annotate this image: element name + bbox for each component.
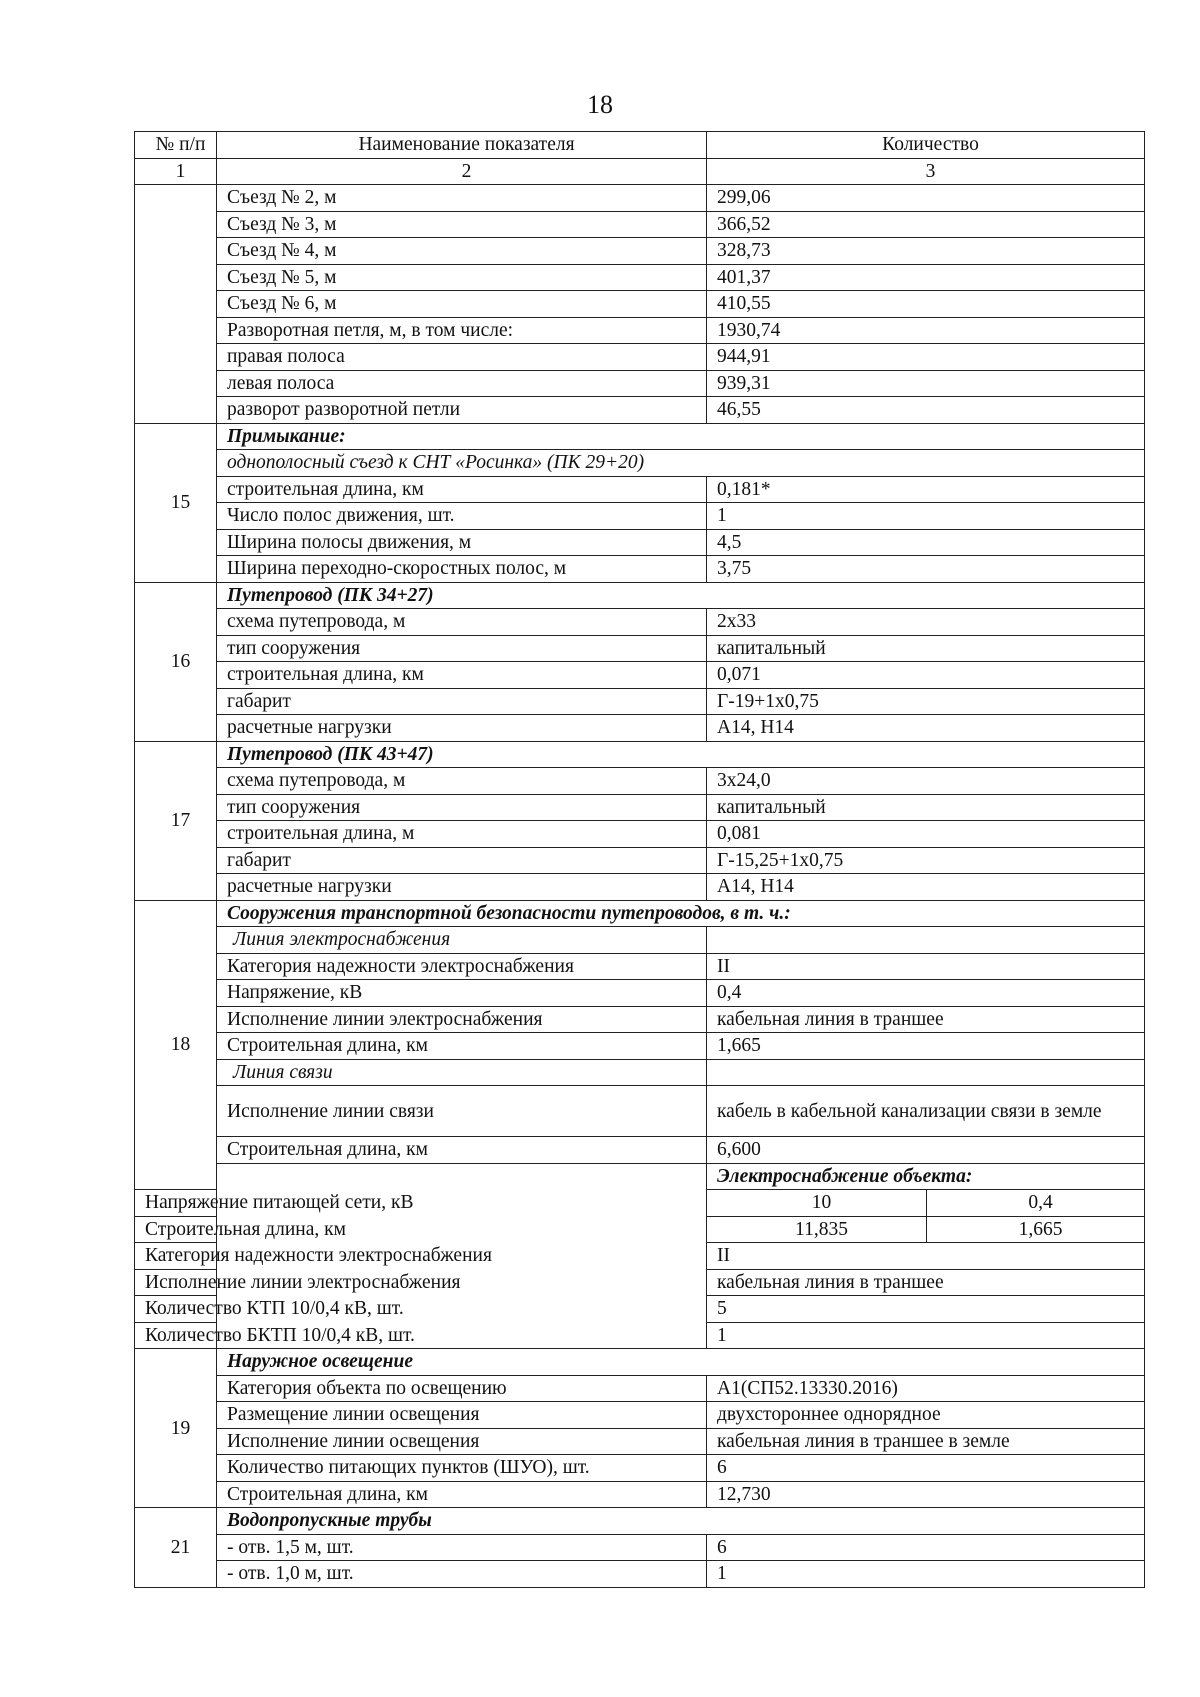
indicator-value: 5 [707, 1296, 1145, 1323]
indicator-name: - отв. 1,5 м, шт. [217, 1534, 707, 1561]
row-number-cell [135, 185, 217, 424]
table-row [135, 529, 1145, 556]
table-row [135, 874, 1145, 901]
section-title: Примыкание: [217, 423, 1145, 450]
section-title: Путепровод (ПК 43+47) [217, 741, 1145, 768]
indicator-name: Ширина полосы движения, м [217, 529, 707, 556]
indicator-value: кабель в кабельной канализации связи в земле [707, 1086, 1145, 1137]
table-row [135, 1508, 1145, 1535]
table-row [135, 741, 1145, 768]
indicator-value: капитальный [707, 794, 1145, 821]
section-title: Сооружения транспортной безопасности путепроводов, в т. ч.: [217, 900, 1145, 927]
table-row [135, 397, 1145, 424]
table-row [135, 980, 1145, 1007]
indicator-value: 1 [707, 1322, 1145, 1349]
table-row [135, 953, 1145, 980]
indicator-name: тип сооружения [217, 794, 707, 821]
indicator-value: кабельная линия в траншее [707, 1006, 1145, 1033]
indicator-value: 1,665 [707, 1033, 1145, 1060]
indicator-value: А1(СП52.13330.2016) [707, 1375, 1145, 1402]
row-number-cell: 15 [135, 423, 217, 582]
indicator-value: 0,071 [707, 662, 1145, 689]
table-row [135, 768, 1145, 795]
indicator-name: схема путепровода, м [217, 609, 707, 636]
indicator-name: Съезд № 2, м [217, 185, 707, 212]
indicator-name: - отв. 1,0 м, шт. [217, 1561, 707, 1588]
indicator-name: Исполнение линии электроснабжения [217, 1006, 707, 1033]
indicator-name: габарит [217, 847, 707, 874]
indicator-name: Напряжение питающей сети, кВ [135, 1190, 217, 1217]
indicator-value: 2х33 [707, 609, 1145, 636]
indicator-value: 6,600 [707, 1137, 1145, 1164]
row-number-cell: 19 [135, 1349, 217, 1508]
indicator-name: строительная длина, м [217, 821, 707, 848]
table-row [135, 688, 1145, 715]
table-row [135, 370, 1145, 397]
section-title: Электроснабжение объекта: [707, 1163, 1145, 1190]
indicator-value: 1 [707, 1561, 1145, 1588]
indicator-name: Размещение линии освещения [217, 1402, 707, 1429]
table-row [135, 238, 1145, 265]
indicator-value: 46,55 [707, 397, 1145, 424]
indicator-name: тип сооружения [217, 635, 707, 662]
indicator-name: расчетные нагрузки [217, 715, 707, 742]
indicators-table [134, 131, 1145, 1588]
indicator-value: 401,37 [707, 264, 1145, 291]
section-subtitle: однополосный съезд к СНТ «Росинка» (ПК 29+20) [217, 450, 1145, 477]
indicator-value: Г-15,25+1х0,75 [707, 847, 1145, 874]
indicator-value: 410,55 [707, 291, 1145, 318]
table-row [135, 1534, 1145, 1561]
indicator-name: Строительная длина, км [217, 1137, 707, 1164]
indicator-value: 6 [707, 1534, 1145, 1561]
indicator-value: 0,4 [707, 980, 1145, 1007]
table-row [135, 847, 1145, 874]
table-row [135, 609, 1145, 636]
indicator-value: А14, Н14 [707, 715, 1145, 742]
indicator-value: 12,730 [707, 1481, 1145, 1508]
indicator-value: капитальный [707, 635, 1145, 662]
table-row [135, 1402, 1145, 1429]
indicator-name: Исполнение линии связи [217, 1086, 707, 1137]
indicator-name: Количество БКТП 10/0,4 кВ, шт. [135, 1322, 217, 1349]
indicator-name: Категория надежности электроснабжения [135, 1243, 217, 1270]
indicator-value: двухстороннее однорядное [707, 1402, 1145, 1429]
empty-value [707, 1059, 1145, 1086]
section-title: Наружное освещение [217, 1349, 1145, 1376]
indicator-value-b: 1,665 [927, 1216, 1145, 1243]
table-row [135, 344, 1145, 371]
indicator-value: 1 [707, 503, 1145, 530]
row-number-cell: 16 [135, 582, 217, 741]
indicator-value: 299,06 [707, 185, 1145, 212]
indicator-name: левая полоса [217, 370, 707, 397]
indicator-name: Съезд № 4, м [217, 238, 707, 265]
table-row [135, 185, 1145, 212]
indicator-name: Количество питающих пунктов (ШУО), шт. [217, 1455, 707, 1482]
table-row [135, 582, 1145, 609]
table-row [135, 503, 1145, 530]
indicator-value-b: 0,4 [927, 1190, 1145, 1217]
indicator-value: 0,081 [707, 821, 1145, 848]
indicator-name: разворот разворотной петли [217, 397, 707, 424]
indicator-name: Исполнение линии освещения [217, 1428, 707, 1455]
row-number-cell: 17 [135, 741, 217, 900]
indicator-name: Строительная длина, км [217, 1481, 707, 1508]
section-title: Водопропускные трубы [217, 1508, 1145, 1535]
indicator-value: кабельная линия в траншее в земле [707, 1428, 1145, 1455]
table-row [135, 821, 1145, 848]
indicator-value: 366,52 [707, 211, 1145, 238]
indicator-value: кабельная линия в траншее [707, 1269, 1145, 1296]
indicator-name: Категория надежности электроснабжения [217, 953, 707, 980]
indicator-name: Съезд № 6, м [217, 291, 707, 318]
subsection-title: Линия связи [217, 1059, 707, 1086]
header-num-3: 3 [707, 158, 1145, 185]
indicator-name: Строительная длина, км [135, 1216, 217, 1243]
table-row [135, 476, 1145, 503]
table-row [135, 1086, 1145, 1137]
table-row [135, 1481, 1145, 1508]
indicator-value: 1930,74 [707, 317, 1145, 344]
indicator-name: Категория объекта по освещению [217, 1375, 707, 1402]
table-row [135, 1163, 1145, 1190]
indicator-value: Г-19+1х0,75 [707, 688, 1145, 715]
indicator-name: Строительная длина, км [217, 1033, 707, 1060]
header-col-name: Наименование показателя [217, 132, 707, 159]
row-number-cell: 21 [135, 1508, 217, 1588]
indicator-value: II [707, 953, 1145, 980]
table-row [135, 662, 1145, 689]
table-row [135, 317, 1145, 344]
indicator-value-a: 10 [707, 1190, 927, 1217]
indicator-value: 6 [707, 1455, 1145, 1482]
indicator-value: 3х24,0 [707, 768, 1145, 795]
indicator-name: правая полоса [217, 344, 707, 371]
indicator-name: расчетные нагрузки [217, 874, 707, 901]
indicator-value-a: 11,835 [707, 1216, 927, 1243]
header-col-quantity: Количество [707, 132, 1145, 159]
indicator-name: Число полос движения, шт. [217, 503, 707, 530]
table-row [135, 1428, 1145, 1455]
indicator-name: Съезд № 5, м [217, 264, 707, 291]
header-col-number: № п/п [135, 132, 217, 159]
indicator-name: Количество КТП 10/0,4 кВ, шт. [135, 1296, 217, 1323]
page-number: 18 [587, 90, 613, 119]
table-row [135, 1059, 1145, 1086]
indicator-value: 3,75 [707, 556, 1145, 583]
indicator-name: строительная длина, км [217, 476, 707, 503]
table-row [135, 1137, 1145, 1164]
indicator-name: Исполнение линии электроснабжения [135, 1269, 217, 1296]
table-row [135, 450, 1145, 477]
header-num-2: 2 [217, 158, 707, 185]
table-row [135, 264, 1145, 291]
table-row [135, 900, 1145, 927]
header-number-row [135, 158, 1145, 185]
indicator-name: Ширина переходно-скоростных полос, м [217, 556, 707, 583]
indicator-name: Съезд № 3, м [217, 211, 707, 238]
indicator-value: 0,181* [707, 476, 1145, 503]
table-row [135, 556, 1145, 583]
indicator-value: 944,91 [707, 344, 1145, 371]
table-row [135, 1349, 1145, 1376]
table-row [135, 1455, 1145, 1482]
indicator-value: А14, Н14 [707, 874, 1145, 901]
indicator-name: схема путепровода, м [217, 768, 707, 795]
indicator-name: Разворотная петля, м, в том числе: [217, 317, 707, 344]
indicator-name: строительная длина, км [217, 662, 707, 689]
section-title: Путепровод (ПК 34+27) [217, 582, 1145, 609]
table-row [135, 794, 1145, 821]
table-row [135, 1033, 1145, 1060]
indicator-value: 4,5 [707, 529, 1145, 556]
row-number-cell: 18 [135, 900, 217, 1190]
table-row [135, 1375, 1145, 1402]
table-row [135, 635, 1145, 662]
subsection-title: Линия электроснабжения [217, 927, 707, 954]
table-row [135, 1006, 1145, 1033]
indicator-value: 328,73 [707, 238, 1145, 265]
table-row [135, 927, 1145, 954]
empty-value [707, 927, 1145, 954]
table-row [135, 715, 1145, 742]
indicator-value: II [707, 1243, 1145, 1270]
header-row [135, 132, 1145, 159]
table-row [135, 1561, 1145, 1588]
indicator-value: 939,31 [707, 370, 1145, 397]
header-num-1: 1 [135, 158, 217, 185]
table-row [135, 291, 1145, 318]
table-row [135, 211, 1145, 238]
table-row [135, 423, 1145, 450]
indicator-name: Напряжение, кВ [217, 980, 707, 1007]
indicator-name: габарит [217, 688, 707, 715]
